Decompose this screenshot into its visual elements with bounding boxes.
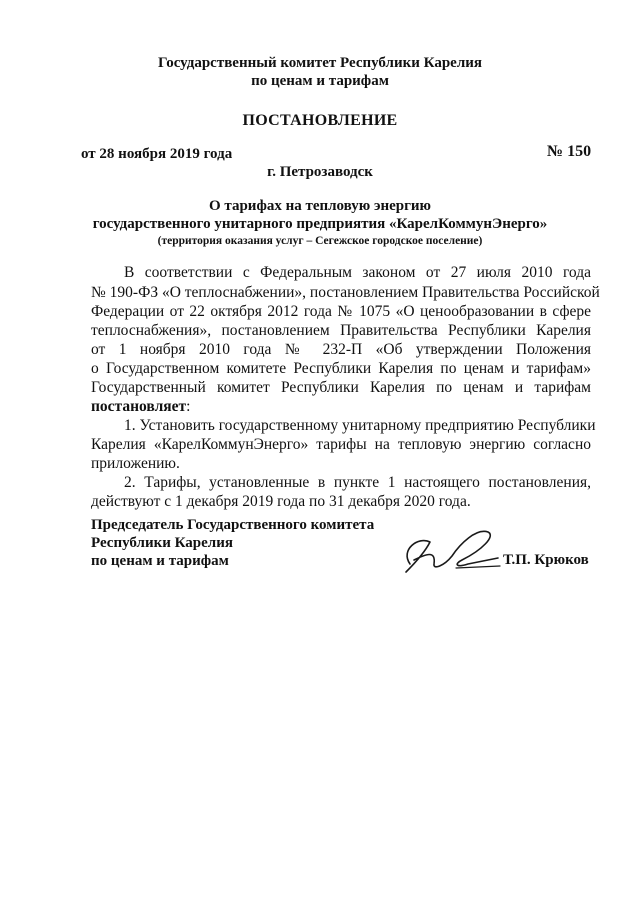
signatory-title-line2: Республики Карелия	[91, 535, 233, 551]
decree-keyword: постановляет	[91, 398, 187, 415]
body-line: Карелия «КарелКоммунЭнерго» тарифы на тепловую энергию согласно	[91, 436, 591, 453]
handwritten-signature	[396, 520, 506, 580]
signatory-name: Т.П. Крюков	[503, 552, 589, 568]
document-type: ПОСТАНОВЛЕНИЕ	[242, 112, 398, 129]
signatory-title-line3: по ценам и тарифам	[91, 553, 229, 569]
body-line: 1. Установить государственному унитарному предприятию Республики	[124, 417, 596, 434]
body-line	[91, 398, 190, 416]
document-number: № 150	[547, 143, 592, 160]
org-name-line1: Государственный комитет Республики Карелия	[158, 55, 482, 71]
body-line: приложению.	[91, 455, 180, 472]
body-line: действуют с 1 декабря 2019 года по 31 декабря 2020 года.	[91, 493, 471, 510]
document-date: от 28 ноября 2019 года	[81, 146, 233, 162]
subject-territory: (территория оказания услуг – Сегежское городское поселение)	[157, 235, 483, 247]
body-line: от 1 ноября 2010 года № 232-П «Об утверждении Положения	[91, 341, 591, 358]
subject-line1: О тарифах на тепловую энергию	[208, 198, 432, 214]
signatory-title-line1: Председатель Государственного комитета	[91, 517, 375, 533]
decree-colon: :	[186, 398, 191, 415]
document-city: г. Петрозаводск	[267, 164, 373, 180]
body-line: о Государственном комитете Республики Карелия по ценам и тарифам»	[91, 360, 591, 377]
body-line: Государственный комитет Республики Карелия по ценам и тарифам	[91, 379, 591, 396]
org-name-line2: по ценам и тарифам	[251, 73, 389, 89]
body-line: В соответствии с Федеральным законом от 27 июля 2010 года	[124, 264, 591, 281]
body-line: теплоснабжения», постановлением Правительства Республики Карелия	[91, 322, 591, 339]
body-line: 2. Тарифы, установленные в пункте 1 настоящего постановления,	[124, 474, 591, 491]
body-line: Федерации от 22 октября 2012 года № 1075 «О ценообразовании в сфере	[91, 303, 591, 320]
body-line: № 190-ФЗ «О теплоснабжении», постановлением Правительства Российской	[91, 284, 600, 301]
subject-line2: государственного унитарного предприятия «КарелКоммунЭнерго»	[92, 216, 548, 232]
